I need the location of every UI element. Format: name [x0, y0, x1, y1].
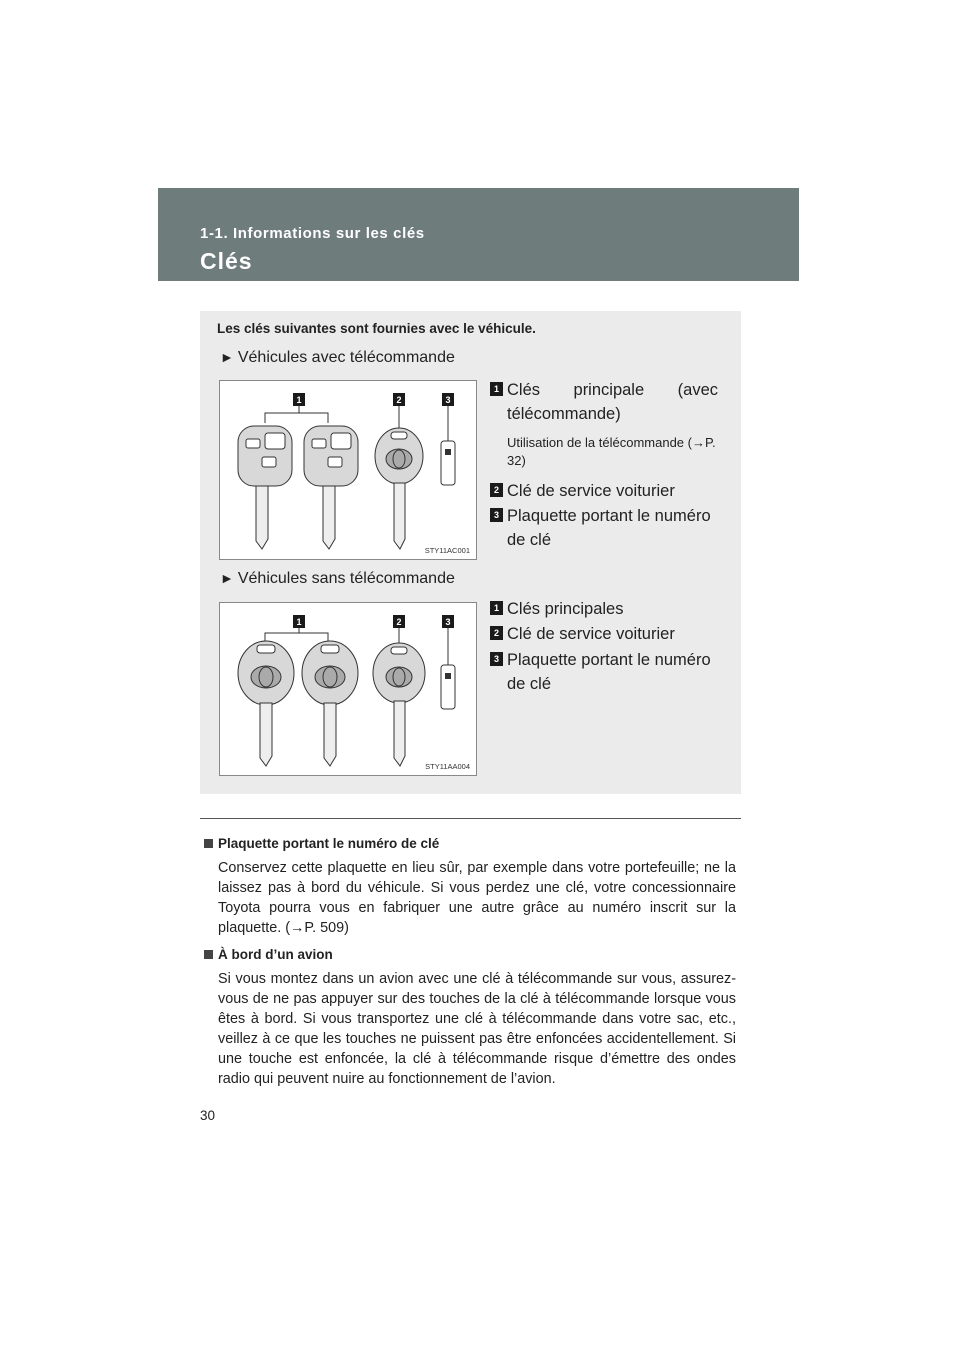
note-heading: À bord d’un avion	[204, 947, 333, 962]
group-heading-remote: ► Véhicules avec télécommande	[220, 349, 455, 366]
panel-intro: Les clés suivantes sont fournies avec le véhicule.	[217, 321, 536, 336]
group-heading-no-remote: ► Véhicules sans télécommande	[220, 570, 455, 587]
remote-note: Utilisation de la télécommande (→P. 32)	[507, 435, 716, 468]
list-item: 2 Clé de service voiturier	[490, 622, 718, 646]
list-item: 1 Clés principales	[490, 597, 718, 621]
square-bullet-icon	[204, 950, 213, 959]
number-badge: 1	[490, 382, 503, 396]
keys-panel	[200, 311, 741, 794]
number-badge: 3	[490, 652, 503, 666]
note-body: Conservez cette plaquette en lieu sûr, par exemple dans votre portefeuille; ne la laissez pas à bord du véhicule. Si vous perdez une clé, votre concessionnaire Toyota pourra vous en fabriquer une autre grâce au numéro inscrit sur la plaquette. (→P. 509)	[218, 860, 736, 936]
list-item: 2 Clé de service voiturier	[490, 479, 718, 503]
section-header	[158, 188, 799, 281]
number-badge: 3	[490, 508, 503, 522]
callout-2: 2	[396, 617, 402, 627]
image-code-remote: STY11AC001	[424, 546, 470, 555]
callout-2: 2	[396, 395, 402, 405]
note-body: Si vous montez dans un avion avec une clé à télécommande sur vous, assurez-vous de ne pas appuyer sur des touches de la clé à télécommande lorsque vous êtes à bord. Si vous transportez une clé à télécommande dans votre sac, etc., veillez à ce que les touches ne puissent pas être enfoncées accidentellement. Si une touche est enfoncée, la clé à télécommande risque d’émettre des ondes radio qui peuvent nuire au fonctionnement de l’avion.	[218, 971, 736, 1087]
callout-3: 3	[445, 395, 451, 405]
divider	[200, 818, 741, 819]
image-code-no-remote: STY11AA004	[425, 762, 470, 771]
callout-1: 1	[296, 617, 302, 627]
note-heading: Plaquette portant le numéro de clé	[204, 836, 439, 851]
keys-illustration-no-remote	[219, 602, 477, 776]
list-item: 3 Plaquette portant le numéro de clé	[490, 504, 718, 552]
page-number: 30	[200, 1108, 216, 1123]
callout-1: 1	[296, 395, 302, 405]
triangle-bullet-icon: ►	[220, 570, 234, 586]
list-item: 1 Clés principale (avec télécommande)	[490, 378, 718, 426]
square-bullet-icon	[204, 839, 213, 848]
number-badge: 1	[490, 601, 503, 615]
standard-keys-icon	[220, 603, 476, 775]
remote-keys-icon	[220, 381, 476, 559]
number-badge: 2	[490, 626, 503, 640]
number-badge: 2	[490, 483, 503, 497]
callout-3: 3	[445, 617, 451, 627]
page-title: Clés	[200, 248, 253, 274]
keys-illustration-remote	[219, 380, 477, 560]
triangle-bullet-icon: ►	[220, 349, 234, 365]
section-label: 1-1. Informations sur les clés	[200, 225, 425, 242]
list-item: 3 Plaquette portant le numéro de clé	[490, 648, 718, 696]
